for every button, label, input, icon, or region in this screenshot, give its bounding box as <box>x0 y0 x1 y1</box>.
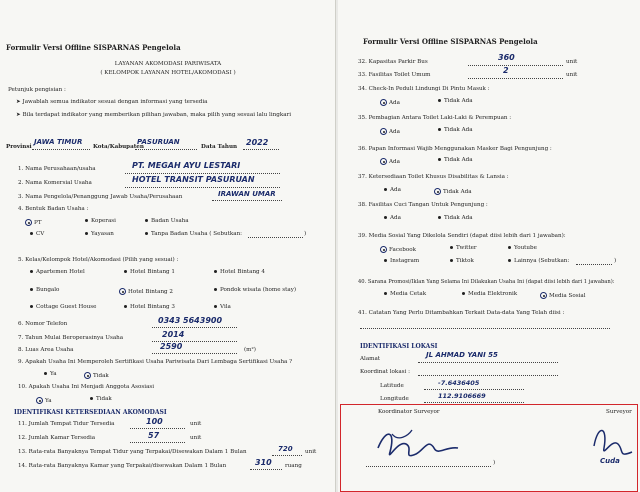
q34-opt-ada[interactable]: Ada <box>380 99 400 107</box>
q37-opt-tidak-ada[interactable]: Tidak Ada <box>434 188 472 196</box>
q5-opt-vila[interactable]: Vila <box>214 305 231 311</box>
q11-value[interactable]: 100 <box>146 417 163 426</box>
q3-label: 3. Nama Pengelola/Penanggung Jawab Usaha/Perusahaan <box>18 194 183 200</box>
q36-label: 36. Papan Informasi Wajib Menggunakan Masker Bagi Pengunjung : <box>358 146 552 152</box>
q37-opt-ada[interactable]: Ada <box>384 188 401 194</box>
koordinator-signature <box>368 418 488 468</box>
alamat-label: Alamat <box>360 356 381 362</box>
instruction-1: ➤ Jawablah semua indikator sesuai dengan informasi yang tersedia <box>16 99 208 105</box>
koordinat-label: Koordinat lokasi : <box>360 369 410 375</box>
form-header: Formulir Versi Offline SISPARNAS Pengelola <box>363 37 538 46</box>
q7-value[interactable]: 2014 <box>162 330 185 339</box>
q36-opt-ada[interactable]: Ada <box>380 158 400 166</box>
q5-opt-bintang-2[interactable]: Hotel Bintang 2 <box>119 288 173 296</box>
provinsi-label: Provinsi <box>6 144 32 150</box>
surveyor-label: Surveyor <box>606 409 632 415</box>
q39-label: 39. Media Sosial Yang Dikelola Sendiri (dapat diisi lebih dari 1 jawaban): <box>358 233 566 239</box>
kota-label: Kota/Kabupaten <box>93 144 144 150</box>
q7-label: 7. Tahun Mulai Beroperasinya Usaha <box>18 335 124 341</box>
q9-opt-tidak[interactable]: Tidak <box>84 372 109 380</box>
section-lokasi: IDENTIFIKASI LOKASI <box>360 343 438 350</box>
q36-opt-tidak-ada[interactable]: Tidak Ada <box>438 158 473 164</box>
q39-opt-twitter[interactable]: Twitter <box>450 246 477 252</box>
q5-opt-bintang-1[interactable]: Hotel Bintang 1 <box>124 270 175 276</box>
q39-opt-tiktok[interactable]: Tiktok <box>450 259 474 265</box>
q14-value[interactable]: 310 <box>255 458 272 467</box>
q39-opt-instagram[interactable]: Instagram <box>384 259 419 265</box>
q9-opt-ya[interactable]: Ya <box>44 372 57 378</box>
q1-label: 1. Nama Perusahaan/usaha <box>18 166 96 172</box>
q4-opt-yayasan[interactable]: Yayasan <box>85 232 114 238</box>
q34-label: 34. Check-In Peduli Lindungi Di Pintu Masuk : <box>358 86 490 92</box>
q5-opt-bintang-3[interactable]: Hotel Bintang 3 <box>124 305 175 311</box>
form-header: Formulir Versi Offline SISPARNAS Pengelola <box>6 43 181 52</box>
latitude-label: Latitude <box>380 383 404 389</box>
q4-opt-cv[interactable]: CV <box>30 232 44 238</box>
q9-label: 9. Apakah Usaha Ini Memperoleh Sertifikasi Usaha Pariwisata Dari Lembaga Sertifikasi Usaha ? <box>18 359 293 365</box>
form-page-right: Formulir Versi Offline SISPARNAS Pengelola 32. Kapasitas Parkir Bus 360 unit 33. Fasilitas Toilet Umum 2 unit 34. Check-In Peduli Lindungi Di Pintu Masuk : Ada Tidak Ada 35. Pembagian Antara Toilet Laki-Laki & Perempuan : Ada Tidak Ada 36. Papan Informasi Wajib Menggunakan Masker Bagi Pengunjung : Ada Tidak Ada 37. Ketersediaan Toilet Khusus Disabilitas & Lansia : Ada Tidak Ada 38. Fasilitas Cuci Tangan Untuk Pengunjung : Ada Tidak Ada 39. Media Sosial Yang Dikelola Sendiri (dapat diisi lebih dari 1 jawaban): Facebook Twitter Youtube Instagram Tiktok Lainnya (Sebutkan: ) 40. Sarana Promosi/Iklan Yang Selama Ini Dilakukan Usaha Ini (dapat diisi lebih dari 1 jawaban): Media Cetak Media Elektronik Media Sosial 41. Catatan Yang Perlu Ditambahkan Terkait Data-data Yang Telah diisi : IDENTIFIKASI LOKASI Alamat JL AHMAD YANI 55 Koordinat lokasi : Latitude -7.6436405 Longitude 112.9106669 Koordinator Surveyor Surveyor ) Cuda <box>338 0 640 492</box>
kota-value[interactable]: PASURUAN <box>137 138 180 146</box>
q33-label: 33. Fasilitas Toilet Umum <box>358 72 431 78</box>
longitude-value[interactable]: 112.9106669 <box>438 392 486 400</box>
q40-opt-media-sosial[interactable]: Media Sosial <box>540 292 586 300</box>
provinsi-value[interactable]: JAWA TIMUR <box>34 138 83 146</box>
section-akomodasi: IDENTIFIKASI KETERSEDIAAN AKOMODASI <box>14 409 167 416</box>
q4-opt-badan-usaha[interactable]: Badan Usaha <box>145 219 189 225</box>
q35-opt-ada[interactable]: Ada <box>380 128 400 136</box>
instruction-2: ➤ Bila terdapat indikator yang memberikan pilihan jawaban, maka pilih yang sesuai lalu lingkari <box>16 112 292 118</box>
form-page-left: Formulir Versi Offline SISPARNAS Pengelola LAYANAN AKOMODASI PARIWISATA ( KELOMPOK LAYANAN HOTEL/AKOMODASI ) Petunjuk pengisian : ➤ Jawablah semua indikator sesuai dengan informasi yang tersedia ➤ Bila terdapat indikator yang memberikan pilihan jawaban, maka pilih yang sesuai lalu lingkari Provinsi JAWA TIMUR Kota/Kabupaten PASURUAN Data Tahun 2022 1. Nama Perusahaan/usaha PT. MEGAH AYU LESTARI 2. Nama Komersial Usaha HOTEL TRANSIT PASURUAN 3. Nama Pengelola/Penanggung Jawab Usaha/Perusahaan IRAWAN UMAR 4. Bentuk Badan Usaha : PT Koperasi Badan Usaha CV Yayasan Tanpa Badan Usaha ( Sebutkan: ) 5. Kelas/Kelompok Hotel/Akomodasi (Pilih yang sesuai) : Apartemen Hotel Hotel Bintang 1 Hotel Bintang 4 Bungalo Hotel Bintang 2 Pondok wisata (home stay) Cottage Guest House Hotel Bintang 3 Vila 6. Nomor Telefon 0343 5643900 7. Tahun Mulai Beroperasinya Usaha 2014 8. Luas Area Usaha 2590 (m²) 9. Apakah Usaha Ini Memperoleh Sertifikasi Usaha Pariwisata Dari Lembaga Sertifikasi Usaha ? Ya Tidak 10. Apakah Usaha Ini Menjadi Anggota Asosiasi Ya Tidak IDENTIFIKASI KETERSEDIAAN AKOMODASI 11. Jumlah Tempat Tidur Tersedia 100 unit 12. Jumlah Kamar Tersedia 57 unit 13. Rata-rata Banyaknya Tempat Tidur yang Terpakai/Disewakan Dalam 1 Bulan 720 unit 14. Rata-rata Banyaknya Kamar yang Terpakai/disewakan Dalam 1 Bulan 310 ruang <box>0 0 336 492</box>
q2-value[interactable]: HOTEL TRANSIT PASURUAN <box>132 175 255 184</box>
form-title: LAYANAN AKOMODASI PARIWISATA <box>114 61 222 67</box>
q38-opt-tidak-ada[interactable]: Tidak Ada <box>438 216 473 222</box>
q6-label: 6. Nomor Telefon <box>18 321 68 327</box>
q10-opt-tidak[interactable]: Tidak <box>90 397 112 403</box>
q4-opt-koperasi[interactable]: Koperasi <box>85 219 116 225</box>
q35-label: 35. Pembagian Antara Toilet Laki-Laki & Perempuan : <box>358 115 512 121</box>
q2-label: 2. Nama Komersial Usaha <box>18 180 92 186</box>
q33-value[interactable]: 2 <box>503 66 509 75</box>
q3-value[interactable]: IRAWAN UMAR <box>218 190 276 198</box>
q34-opt-tidak-ada[interactable]: Tidak Ada <box>438 99 473 105</box>
q32-label: 32. Kapasitas Parkir Bus <box>358 59 428 65</box>
q38-opt-ada[interactable]: Ada <box>384 216 401 222</box>
form-subtitle: ( KELOMPOK LAYANAN HOTEL/AKOMODASI ) <box>100 70 236 76</box>
q40-opt-media-elektronik[interactable]: Media Elektronik <box>462 292 517 298</box>
q41-label: 41. Catatan Yang Perlu Ditambahkan Terkait Data-data Yang Telah diisi : <box>358 310 565 316</box>
q6-value[interactable]: 0343 5643900 <box>158 316 223 325</box>
q12-label: 12. Jumlah Kamar Tersedia <box>18 435 96 441</box>
q38-label: 38. Fasilitas Cuci Tangan Untuk Pengunjung : <box>358 202 488 208</box>
q10-opt-ya[interactable]: Ya <box>36 397 52 405</box>
q13-label: 13. Rata-rata Banyaknya Tempat Tidur yang Terpakai/Disewakan Dalam 1 Bulan <box>18 449 247 455</box>
q4-label: 4. Bentuk Badan Usaha : <box>18 206 89 212</box>
q35-opt-tidak-ada[interactable]: Tidak Ada <box>438 128 473 134</box>
q8-value[interactable]: 2590 <box>160 342 183 351</box>
q8-unit: (m²) <box>244 347 256 353</box>
q5-opt-bungalo[interactable]: Bungalo <box>30 288 59 294</box>
q39-opt-facebook[interactable]: Facebook <box>380 246 416 254</box>
q32-value[interactable]: 360 <box>498 53 515 62</box>
longitude-label: Longitude <box>380 396 409 402</box>
q8-label: 8. Luas Area Usaha <box>18 347 74 353</box>
alamat-value[interactable]: JL AHMAD YANI 55 <box>426 351 498 359</box>
q37-label: 37. Ketersediaan Toilet Khusus Disabilitas & Lansia : <box>358 174 509 180</box>
surveyor-name: Cuda <box>600 457 620 465</box>
q12-value[interactable]: 57 <box>148 431 160 440</box>
q39-opt-lainnya[interactable]: Lainnya (Sebutkan: <box>508 259 569 265</box>
q5-label: 5. Kelas/Kelompok Hotel/Akomodasi (Pilih yang sesuai) : <box>18 257 179 263</box>
q5-opt-cottage[interactable]: Cottage Guest House <box>30 305 96 311</box>
q1-value[interactable]: PT. MEGAH AYU LESTARI <box>132 161 241 170</box>
q13-value[interactable]: 720 <box>278 445 293 453</box>
latitude-value[interactable]: -7.6436405 <box>438 379 480 387</box>
koordinator-surveyor-label: Koordinator Surveyor <box>378 409 440 415</box>
tahun-value[interactable]: 2022 <box>246 138 269 147</box>
q5-opt-apartemen[interactable]: Apartemen Hotel <box>30 270 85 276</box>
q5-opt-pondok-wisata[interactable]: Pondok wisata (home stay) <box>214 288 296 294</box>
q40-opt-media-cetak[interactable]: Media Cetak <box>384 292 426 298</box>
instructions-heading: Petunjuk pengisian : <box>8 87 66 93</box>
q5-opt-bintang-4[interactable]: Hotel Bintang 4 <box>214 270 265 276</box>
q10-label: 10. Apakah Usaha Ini Menjadi Anggota Asosiasi <box>18 384 155 390</box>
q14-label: 14. Rata-rata Banyaknya Kamar yang Terpakai/disewakan Dalam 1 Bulan <box>18 463 227 469</box>
q4-opt-pt[interactable]: PT <box>25 219 42 227</box>
q39-opt-youtube[interactable]: Youtube <box>508 246 537 252</box>
tahun-label: Data Tahun <box>201 144 238 150</box>
q40-label: 40. Sarana Promosi/Iklan Yang Selama Ini Dilakukan Usaha Ini (dapat diisi lebih dari 1 jawaban): <box>358 279 615 285</box>
q4-opt-tanpa-badan-usaha[interactable]: Tanpa Badan Usaha ( Sebutkan: <box>145 232 242 238</box>
q11-label: 11. Jumlah Tempat Tidur Tersedia <box>18 421 115 427</box>
